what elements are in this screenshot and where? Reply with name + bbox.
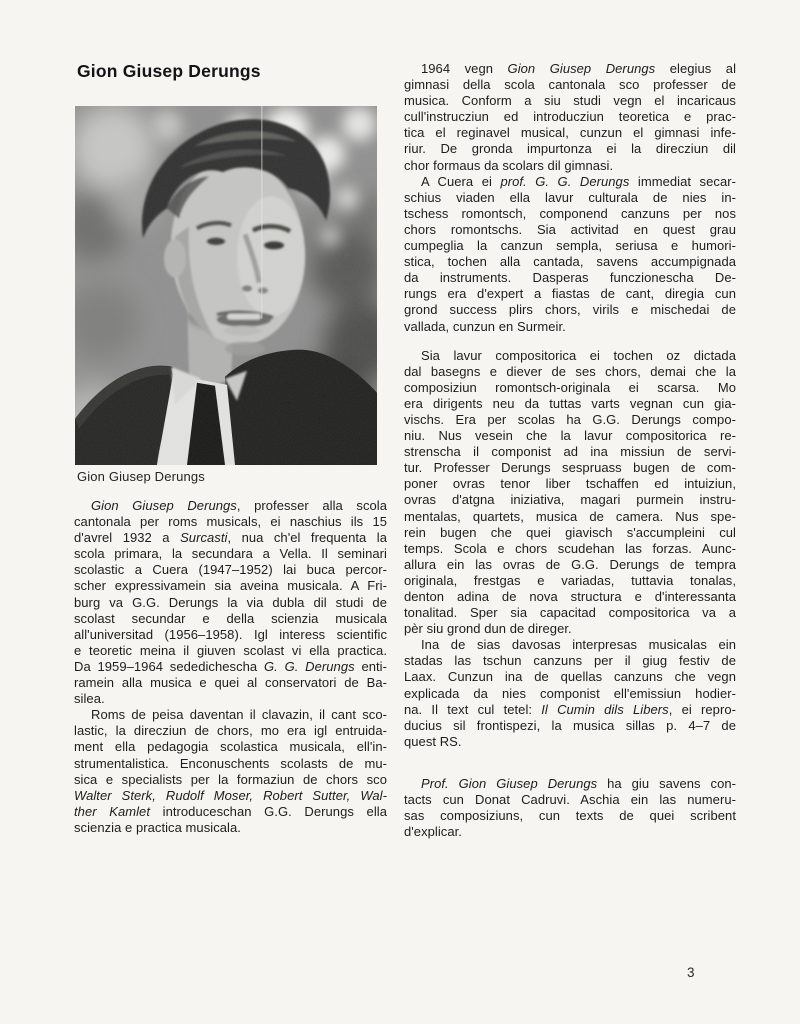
text-line: Gion Giusep Derungs, professer alla scola [91, 498, 387, 513]
text-line: dal basegns e diever de ses chors, demai che la [404, 363, 736, 379]
text-line: rungs era d'expert a fiastas de cant, diregia cun [404, 286, 736, 302]
portrait-photo-illustration [75, 106, 377, 465]
text-line: Laax. Cunzun ina de quellas canzuns che vegn [404, 669, 736, 685]
photo-caption: Gion Giusep Derungs [77, 469, 205, 484]
text-line: chors romontschs. Sia activitad en quest grau [404, 221, 736, 237]
paragraph [404, 61, 736, 174]
text-line: ramein alla musica e quei al conservatori de Ba- [74, 675, 387, 691]
text-line: musica. Conform a siu studi vegn el incaricaus [404, 93, 736, 109]
paragraph [74, 498, 387, 707]
text-line: era dirigents neu da tuttas varts vegnan cun gia- [404, 395, 736, 411]
text-line: tonalitad. Sper sia capacitad compositorica va a [404, 605, 736, 621]
text-line: gimnasi della scola cantonala sco professer de [404, 77, 736, 93]
text-line: scher expressivamein sia aveina musicala. A Fri- [74, 578, 387, 594]
text-line: cull'instrucziun ed introducziun teoretica e prac- [404, 109, 736, 125]
text-line: scola primara, la secundara a Vella. Il seminari [74, 546, 387, 562]
text-line: niu. Nus vesein che la lavur compositorica re- [404, 428, 736, 444]
paragraph [404, 174, 736, 335]
text-line: composiziun romontsch-originala ei scarsa. Mo [404, 379, 736, 395]
paragraph [404, 776, 736, 840]
text-line: grond success plirs chors, virils e mischedai de [404, 302, 736, 318]
text-line: ther Kamlet introduceschan G.G. Derungs ella [74, 803, 387, 819]
text-line: Walter Sterk, Rudolf Moser, Robert Sutter, Wal- [74, 787, 387, 803]
text-line: da instruments. Dasperas funczionescha De- [404, 270, 736, 286]
text-line: strenscha il componist ad ina missiun de servi- [404, 444, 736, 460]
paragraph [404, 637, 736, 750]
text-line: na. Il text cul tetel: Il Cumin dils Libers, ei repro- [404, 701, 736, 717]
text-line: explicada da nies componist ell'emissiun hodier- [404, 685, 736, 701]
text-line: allura ein las ovras de G.G. Derungs de tempra [404, 556, 736, 572]
text-line: burg va G.G. Derungs la via dubla dil studi de [74, 594, 387, 610]
text-line: d'avrel 1932 a Surcasti, nua ch'el frequenta la [74, 530, 387, 546]
text-line: cantonala per roms musicals, ei naschius ils 15 [74, 514, 387, 530]
text-line: d'explicar. [404, 824, 462, 840]
right-column [404, 61, 736, 840]
text-line: pèr siu grond dun de direger. [404, 621, 572, 637]
text-line: tacts cun Donat Cadruvi. Aschia ein las numeru- [404, 792, 736, 808]
page-title: Gion Giusep Derungs [77, 61, 261, 81]
text-line: Da 1959–1964 sededichescha G. G. Derungs enti- [74, 658, 387, 674]
text-line: Ina de sias davosas interpresas musicalas ein [421, 637, 736, 653]
paragraph [74, 707, 387, 836]
text-line: poner ovras tenor liber tschaffen ed intuiziun, [404, 476, 736, 492]
text-line: Prof. Gion Giusep Derungs ha giu savens con- [421, 775, 737, 791]
text-line: mentalas, quartets, musica de camera. Nus spe- [404, 508, 736, 524]
text-line: rein bugen che quei giavisch s'accumpleini cul [404, 524, 736, 540]
text-line: quest RS. [404, 733, 462, 749]
text-line: sas composiziuns, cun texts de quei scribent [404, 808, 736, 824]
text-line: strumentalistica. Enconuschents scolasts de mu- [74, 755, 387, 771]
text-line: ovras d'atgna iniziativa, magari purmein instru- [404, 492, 736, 508]
text-line: tica el reginavel musical, cunzun el gimnasi infe- [404, 125, 736, 141]
text-line: scolast secundar e della scienzia musicala [74, 610, 387, 626]
text-line: all'universitad (1956–1958). Igl interess scientific [74, 626, 387, 642]
text-line: Sia lavur compositorica ei tochen oz dictada [421, 347, 736, 363]
text-line: lastic, la direcziun de chors, mo era igl entruida- [74, 723, 387, 739]
portrait-photo [75, 106, 377, 465]
text-line: vallada, cunzun en Surmeir. [404, 318, 566, 334]
text-line: tschess romontsch, componend canzuns per nos [404, 205, 736, 221]
text-line: scolastic a Cuera (1947–1952) lai buca percor- [74, 562, 387, 578]
text-line: scienzia e practica musicala. [74, 819, 241, 835]
text-line: A Cuera ei prof. G. G. Derungs immediat secar- [421, 173, 736, 189]
text-line: schius viaden ella lavur culturala de nies in- [404, 189, 736, 205]
text-line: stica, tochen alla cantada, savens accumpignada [404, 254, 736, 270]
text-line: ducius sil frontispezi, la musica sillas p. 4–7 de [404, 717, 736, 733]
text-line: temps. Scola e chors scudehan las forzas. Aunc- [404, 540, 736, 556]
text-line: Roms de peisa daventan il clavazin, il cant sco- [91, 707, 387, 723]
text-line: 1964 vegn Gion Giusep Derungs elegius al [421, 61, 737, 76]
text-line: originala, frestgas e variadas, tuttavia tonalas, [404, 572, 736, 588]
text-line: tur. Professer Derungs sespruass bugen de com- [404, 460, 736, 476]
page-number: 3 [687, 965, 695, 980]
left-column [74, 498, 387, 836]
text-line: stadas las tschun canzuns per il giug festiv de [404, 653, 736, 669]
text-line: cumpeglia la canzun sempla, seriusa e humori- [404, 238, 736, 254]
paragraph [404, 348, 736, 638]
text-line: riur. De gronda impurtonza ei la direcziun dil [404, 141, 736, 157]
text-line: silea. [74, 691, 105, 707]
text-line: e teoretic meina il giuven scolast vi ella practica. [74, 642, 387, 658]
text-line: denton adina de nova structura e d'interessanta [404, 589, 736, 604]
text-line: ment ella pedagogia scolastica musicala, ell'in- [74, 739, 387, 755]
text-line: vischs. Era per scolas ha G.G. Derungs compo- [404, 411, 736, 427]
text-line: sica e specialists per la formaziun de chors sco [74, 771, 387, 787]
text-line: chor formaus da scolars dil gimnasi. [404, 157, 614, 173]
